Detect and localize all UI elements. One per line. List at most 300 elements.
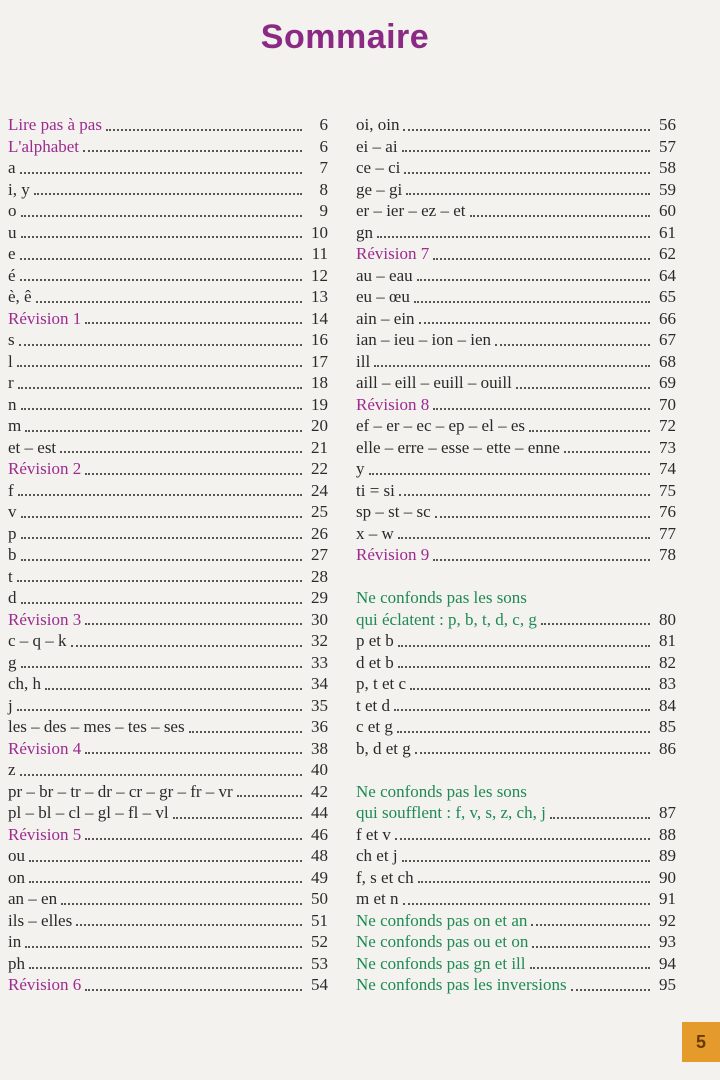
dot-leader: [237, 795, 302, 797]
toc-entry-label: p, t et c: [356, 674, 407, 693]
toc-entry: [356, 673, 676, 695]
toc-entry-label: les – des – mes – tes – ses: [8, 717, 185, 736]
toc-entry: [8, 845, 328, 867]
toc-entry: [356, 544, 676, 566]
toc-entry: [8, 329, 328, 351]
dot-leader: [106, 129, 302, 131]
toc-entry: [356, 652, 676, 674]
dot-leader: [85, 989, 302, 991]
toc-entry: [8, 931, 328, 953]
toc-entry: [8, 716, 328, 738]
toc-entry: [8, 458, 328, 480]
toc-entry: [356, 157, 676, 179]
toc-entry-page: 50: [311, 889, 328, 908]
dot-leader: [564, 451, 650, 453]
dot-leader: [21, 408, 303, 410]
toc-entry-page: 19: [311, 394, 328, 414]
toc-entry-label: f et v: [356, 824, 391, 844]
toc-entry-page: 81: [659, 631, 676, 650]
toc-entry-page: 83: [659, 674, 676, 693]
toc-entry-label: d: [8, 588, 17, 607]
dot-leader: [433, 559, 650, 561]
toc-entry-page: 91: [659, 889, 676, 908]
toc-entry-page: 52: [311, 932, 328, 951]
dot-leader: [18, 494, 302, 496]
toc-entry: [356, 329, 676, 351]
toc-entry-label: i, y: [8, 179, 30, 199]
toc-entry: [356, 910, 676, 932]
toc-entry: [8, 609, 328, 631]
dot-leader: [394, 709, 650, 711]
toc-entry-page: 11: [311, 244, 328, 263]
toc-entry-label: g: [8, 652, 17, 672]
toc-entry-label: et – est: [8, 437, 57, 457]
toc-entry: [356, 222, 676, 244]
toc-entry-page: 28: [311, 566, 328, 586]
toc-entry-label: L'alphabet: [8, 136, 80, 156]
dot-leader: [19, 344, 302, 346]
dot-leader: [17, 709, 302, 711]
toc-entry-label: z: [8, 760, 16, 779]
toc-entry: [356, 372, 676, 394]
toc-entry: [356, 802, 676, 824]
toc-entry-label: é: [8, 265, 16, 285]
toc-entry: [8, 974, 328, 996]
toc-entry-label: ti = si: [356, 480, 395, 500]
toc-entry-label: Révision 4: [8, 738, 82, 758]
dot-leader: [173, 817, 302, 819]
toc-entry: [8, 308, 328, 330]
toc-entry: [8, 179, 328, 201]
dot-leader: [417, 279, 650, 281]
toc-entry-page: 67: [659, 330, 676, 349]
toc-entry-label: Ne confonds pas les sons: [356, 781, 527, 801]
toc-entry-page: 76: [659, 502, 676, 521]
dot-leader: [21, 516, 303, 518]
toc-entry-label: è, ê: [8, 287, 32, 306]
toc-entry-label: d et b: [356, 652, 394, 672]
toc-entry-page: 77: [659, 523, 676, 543]
dot-leader: [25, 946, 302, 948]
toc-entry-page: 65: [659, 287, 676, 306]
toc-entry: [356, 458, 676, 480]
toc-entry-label: t et d: [356, 695, 390, 715]
toc-entry-label: a: [8, 158, 16, 177]
toc-entry-label: qui éclatent : p, b, t, d, c, g: [356, 609, 537, 629]
dot-leader: [18, 387, 302, 389]
toc-entry-page: 35: [311, 695, 328, 715]
toc-entry: [8, 652, 328, 674]
toc-entry: [356, 716, 676, 738]
toc-entry: [8, 222, 328, 244]
toc-entry-label: f, s et ch: [356, 867, 414, 887]
toc-entry-label: Lire pas à pas: [8, 115, 102, 134]
dot-leader: [189, 731, 302, 733]
dot-leader: [61, 903, 302, 905]
toc-entry-label: Révision 6: [8, 975, 82, 994]
dot-leader: [402, 150, 650, 152]
toc-entry-page: 10: [311, 222, 328, 242]
toc-entry: [356, 179, 676, 201]
toc-entry-page: 86: [659, 738, 676, 758]
dot-leader: [20, 774, 302, 776]
toc-entry: [356, 243, 676, 265]
toc-entry: [8, 480, 328, 502]
dot-leader: [532, 946, 650, 948]
toc-entry: [356, 587, 676, 609]
toc-entry: [8, 415, 328, 437]
toc-entry-page: 22: [311, 459, 328, 478]
toc-entry-page: 29: [311, 588, 328, 607]
toc-entry: [8, 200, 328, 222]
dot-leader: [531, 924, 650, 926]
toc-entry: [356, 974, 676, 996]
toc-entry-page: 70: [659, 394, 676, 414]
toc-entry-page: 34: [311, 674, 328, 693]
toc-entry-page: 18: [311, 373, 328, 392]
toc-entry: [8, 523, 328, 545]
toc-entry: [356, 308, 676, 330]
toc-entry: [8, 566, 328, 588]
toc-entry-page: 85: [659, 717, 676, 736]
toc-entry-page: 61: [659, 222, 676, 242]
toc-entry-label: Ne confonds pas les inversions: [356, 975, 567, 994]
dot-leader: [85, 473, 302, 475]
toc-entry-page: 49: [311, 867, 328, 887]
page-title: Sommaire: [260, 18, 430, 56]
toc-entry: [8, 265, 328, 287]
dot-leader: [415, 752, 650, 754]
toc-entry: [8, 867, 328, 889]
toc-entry-page: 54: [311, 975, 328, 994]
dot-leader: [395, 838, 650, 840]
dot-leader: [25, 430, 302, 432]
toc-entry-label: ian – ieu – ion – ien: [356, 330, 492, 349]
toc-entry: [356, 695, 676, 717]
toc-entry-page: 40: [311, 760, 328, 779]
toc-entry-label: m et n: [356, 889, 399, 908]
toc-entry-label: pr – br – tr – dr – cr – gr – fr – vr: [8, 781, 233, 801]
dot-leader: [377, 236, 650, 238]
toc-entry-label: Ne confonds pas on et an: [356, 910, 528, 930]
toc-entry-page: 82: [659, 652, 676, 672]
toc-entry: [8, 738, 328, 760]
dot-leader: [403, 903, 651, 905]
toc-entry-page: 80: [659, 609, 676, 629]
toc-entry-page: 66: [659, 308, 676, 328]
dot-leader: [433, 258, 650, 260]
dot-leader: [398, 666, 650, 668]
toc-entry-page: 75: [659, 480, 676, 500]
toc-entry-page: 6: [319, 136, 328, 156]
dot-leader: [410, 688, 650, 690]
dot-leader: [17, 580, 302, 582]
toc-entry-label: ou: [8, 846, 25, 865]
toc-entry-page: 16: [311, 330, 328, 349]
toc-entry-page: 56: [659, 115, 676, 134]
toc-entry: [356, 351, 676, 373]
toc-entry: [356, 609, 676, 631]
toc-entry-label: eu – œu: [356, 287, 410, 306]
toc-entry-label: qui soufflent : f, v, s, z, ch, j: [356, 803, 546, 822]
dot-leader: [21, 559, 303, 561]
dot-leader: [34, 193, 302, 195]
dot-leader: [71, 645, 302, 647]
toc-entry: [8, 351, 328, 373]
toc-entry-page: 32: [311, 631, 328, 650]
toc-entry-label: Ne confonds pas les sons: [356, 588, 527, 607]
toc-entry: [8, 759, 328, 781]
toc-entry: [8, 587, 328, 609]
toc-entry-page: 60: [659, 201, 676, 220]
toc-entry-page: 48: [311, 846, 328, 865]
toc-entry-label: Révision 7: [356, 244, 430, 263]
dot-leader: [21, 537, 303, 539]
toc-right-column: [356, 114, 676, 996]
dot-leader: [20, 258, 302, 260]
toc-entry-label: oi, oin: [356, 115, 400, 134]
toc-entry: [8, 695, 328, 717]
toc-entry: [8, 673, 328, 695]
dot-leader: [36, 301, 302, 303]
toc-entry-label: pl – bl – cl – gl – fl – vl: [8, 803, 169, 822]
toc-entry: [356, 480, 676, 502]
toc-entry: [356, 738, 676, 760]
dot-leader: [470, 215, 651, 217]
toc-entry-label: p: [8, 523, 17, 543]
dot-leader: [85, 623, 302, 625]
dot-leader: [85, 838, 302, 840]
toc-entry-page: 24: [311, 480, 328, 500]
toc-entry-page: 64: [659, 265, 676, 285]
toc-entry-page: 73: [659, 437, 676, 457]
toc-entry-label: ch et j: [356, 846, 398, 865]
toc-entry: [8, 286, 328, 308]
toc-entry-label: sp – st – sc: [356, 502, 431, 521]
toc-entry-label: s: [8, 330, 15, 349]
toc-entry-label: c – q – k: [8, 631, 67, 650]
toc-entry: [356, 867, 676, 889]
toc-entry-label: Révision 9: [356, 545, 430, 564]
toc-entry-label: p et b: [356, 631, 394, 650]
toc-entry-label: b: [8, 545, 17, 564]
dot-leader: [419, 322, 650, 324]
toc-entry-page: 9: [319, 201, 328, 220]
dot-leader: [374, 365, 650, 367]
toc-entry: [8, 544, 328, 566]
toc-entry-page: 92: [659, 910, 676, 930]
toc-entry: [8, 394, 328, 416]
toc-entry-page: 53: [311, 953, 328, 973]
dot-leader: [17, 365, 302, 367]
toc-entry-page: 17: [311, 351, 328, 371]
toc-entry-label: Révision 1: [8, 308, 82, 328]
toc-entry-page: 6: [319, 115, 328, 134]
toc-entry-page: 89: [659, 846, 676, 865]
toc-entry-page: 8: [319, 179, 328, 199]
toc-entry-label: ei – ai: [356, 136, 398, 156]
toc-entry-label: y: [356, 459, 365, 478]
toc-entry: [356, 394, 676, 416]
dot-leader: [76, 924, 302, 926]
toc-entry: [356, 136, 676, 158]
toc-entry: [356, 781, 676, 803]
toc-entry-page: 87: [659, 803, 676, 822]
toc-entry: [8, 157, 328, 179]
toc-entry-label: au – eau: [356, 265, 413, 285]
toc-entry-label: ph: [8, 953, 25, 973]
toc-entry-label: ill: [356, 351, 371, 371]
toc-entry-label: er – ier – ez – et: [356, 201, 466, 220]
toc-entry-label: gn: [356, 222, 373, 242]
toc-entry-page: 62: [659, 244, 676, 263]
dot-leader: [541, 623, 650, 625]
toc-entry: [356, 630, 676, 652]
toc-entry-label: u: [8, 222, 17, 242]
toc-entry-page: 21: [311, 437, 328, 457]
toc-entry: [356, 953, 676, 975]
dot-leader: [414, 301, 650, 303]
toc-entry-label: t: [8, 566, 13, 586]
toc-spacer: [356, 566, 676, 588]
toc-entry-label: Révision 5: [8, 824, 82, 844]
toc-entry-page: 68: [659, 351, 676, 371]
page-number-badge: 5: [682, 1022, 720, 1062]
toc-entry-page: 95: [659, 975, 676, 994]
toc-entry: [8, 802, 328, 824]
dot-leader: [20, 172, 302, 174]
toc-entry: [8, 824, 328, 846]
toc-entry-page: 74: [659, 459, 676, 478]
toc-entry-page: 51: [311, 910, 328, 930]
toc-entry-page: 25: [311, 502, 328, 521]
toc-entry: [356, 845, 676, 867]
toc-entry-label: aill – eill – euill – ouill: [356, 373, 512, 392]
dot-leader: [530, 967, 651, 969]
dot-leader: [403, 129, 650, 131]
toc-entry-label: ch, h: [8, 674, 42, 693]
toc-entry: [8, 910, 328, 932]
toc-entry-page: 27: [311, 545, 328, 564]
dot-leader: [404, 172, 650, 174]
toc-entry-page: 59: [659, 179, 676, 199]
toc-entry-label: m: [8, 416, 22, 435]
dot-leader: [550, 817, 650, 819]
toc-entry-label: x – w: [356, 523, 394, 543]
toc-entry-label: in: [8, 932, 22, 951]
toc-entry: [8, 243, 328, 265]
dot-leader: [45, 688, 302, 690]
toc-entry-page: 13: [311, 287, 328, 306]
dot-leader: [21, 666, 303, 668]
toc-entry-page: 36: [311, 717, 328, 736]
toc-entry-label: j: [8, 695, 13, 715]
dot-leader: [60, 451, 302, 453]
toc-entry: [8, 630, 328, 652]
dot-leader: [21, 236, 303, 238]
dot-leader: [529, 430, 650, 432]
toc-entry-page: 72: [659, 416, 676, 435]
dot-leader: [29, 860, 302, 862]
dot-leader: [85, 752, 302, 754]
toc-entry: [356, 114, 676, 136]
dot-leader: [397, 731, 650, 733]
dot-leader: [369, 473, 651, 475]
toc-entry-label: Révision 2: [8, 459, 82, 478]
toc-entry-page: 38: [311, 738, 328, 758]
toc-entry-page: 69: [659, 373, 676, 392]
toc-entry-page: 78: [659, 545, 676, 564]
toc-entry-label: on: [8, 867, 25, 887]
dot-leader: [516, 387, 650, 389]
toc-entry-page: 30: [311, 609, 328, 629]
dot-leader: [29, 881, 302, 883]
toc-left-column: [8, 114, 328, 996]
toc-entry-label: ils – elles: [8, 910, 73, 930]
toc-entry: [356, 286, 676, 308]
toc-entry-label: n: [8, 394, 17, 414]
dot-leader: [398, 537, 650, 539]
dot-leader: [433, 408, 650, 410]
toc-entry-page: 57: [659, 136, 676, 156]
dot-leader: [29, 967, 302, 969]
toc-entry-label: Ne confonds pas ou et on: [356, 932, 529, 951]
toc-entry-label: ain – ein: [356, 308, 415, 328]
toc-entry-label: ce – ci: [356, 158, 401, 177]
toc-entry-page: 58: [659, 158, 676, 177]
dot-leader: [399, 494, 650, 496]
dot-leader: [571, 989, 650, 991]
dot-leader: [83, 150, 302, 152]
toc-entry-label: elle – erre – esse – ette – enne: [356, 437, 560, 457]
toc-entry-label: b, d et g: [356, 738, 411, 758]
toc-entry-label: ge – gi: [356, 179, 403, 199]
toc-entry-label: Révision 8: [356, 394, 430, 414]
toc-entry-page: 93: [659, 932, 676, 951]
toc-entry-label: v: [8, 502, 17, 521]
dot-leader: [20, 279, 302, 281]
toc-entry: [356, 501, 676, 523]
toc-entry-label: c et g: [356, 717, 393, 736]
toc-entry-label: ef – er – ec – ep – el – es: [356, 416, 525, 435]
toc-entry: [356, 415, 676, 437]
toc-entry-label: Ne confonds pas gn et ill: [356, 953, 526, 973]
toc-entry-page: 94: [659, 953, 676, 973]
toc-entry-label: l: [8, 351, 13, 371]
toc-entry-page: 33: [311, 652, 328, 672]
toc-entry: [356, 265, 676, 287]
toc-entry-label: Révision 3: [8, 609, 82, 629]
toc-entry-page: 26: [311, 523, 328, 543]
toc-entry: [8, 114, 328, 136]
toc-entry: [356, 437, 676, 459]
dot-leader: [418, 881, 650, 883]
toc-entry: [8, 136, 328, 158]
toc-entry-page: 14: [311, 308, 328, 328]
toc-entry-page: 46: [311, 824, 328, 844]
toc-entry: [356, 931, 676, 953]
dot-leader: [21, 215, 303, 217]
toc-entry: [8, 372, 328, 394]
toc-entry-page: 42: [311, 781, 328, 801]
toc-spacer: [356, 759, 676, 781]
toc-entry: [8, 501, 328, 523]
toc-entry-label: r: [8, 373, 14, 392]
toc-entry: [356, 824, 676, 846]
toc-entry: [8, 781, 328, 803]
toc-entry: [356, 523, 676, 545]
toc-entry: [8, 888, 328, 910]
